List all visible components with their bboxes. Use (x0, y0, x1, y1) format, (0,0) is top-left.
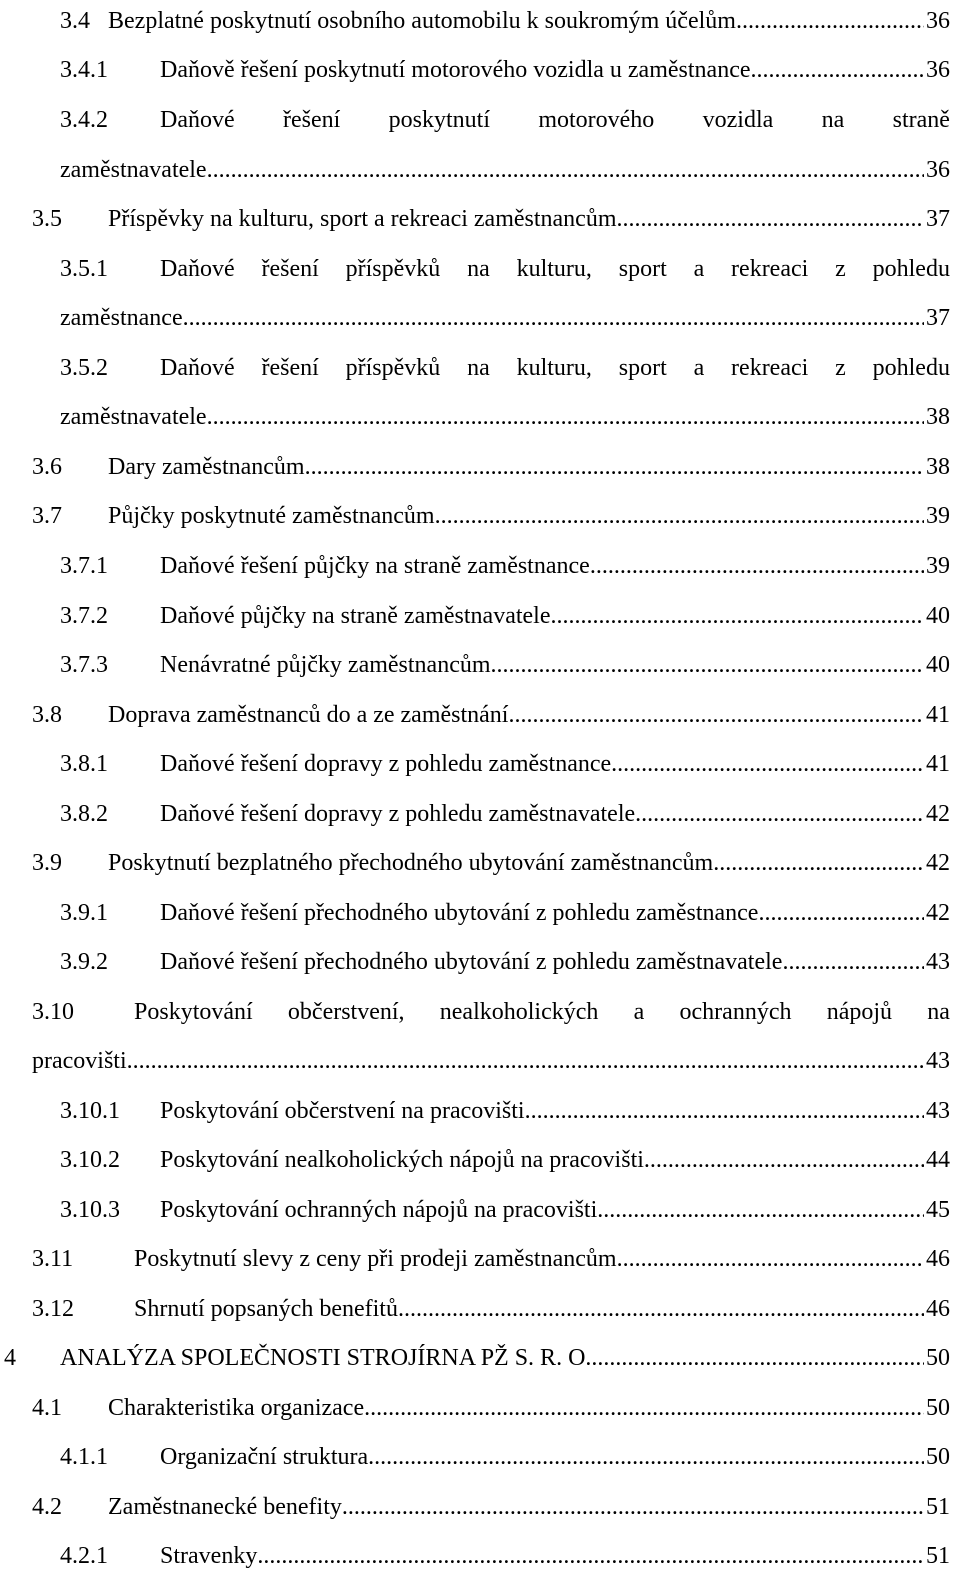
toc-page-number: 50 (926, 1395, 950, 1421)
toc-title-word: nealkoholických (439, 999, 599, 1025)
toc-entry-title-line1 (160, 104, 950, 136)
toc-entry (0, 847, 950, 879)
toc-entry (0, 203, 950, 235)
toc-entry-number: 3.10.3 (60, 1197, 120, 1223)
toc-entry (0, 253, 950, 285)
toc-entry-title: Půjčky poskytnuté zaměstnancům (108, 503, 435, 529)
toc-title-word: nápojů (826, 999, 893, 1025)
toc-page-number: 38 (926, 454, 950, 480)
toc-entry-title: Daňové řešení půjčky na straně zaměstnance (160, 553, 590, 579)
toc-dot-leader (207, 154, 924, 186)
toc-title-word: řešení (282, 107, 341, 133)
toc-entry-number: 3.4.1 (60, 57, 108, 83)
toc-entry (0, 649, 950, 681)
toc-page-number: 46 (926, 1296, 950, 1322)
toc-title-word: rekreaci (731, 355, 809, 381)
toc-dot-leader (617, 203, 925, 235)
toc-page-number: 43 (926, 1098, 950, 1124)
toc-page-number: 44 (926, 1147, 950, 1173)
toc-page-number: 50 (926, 1345, 950, 1371)
toc-title-line (160, 798, 950, 830)
toc-page-number: 43 (926, 1048, 950, 1074)
toc-title-word: motorového (538, 107, 655, 133)
toc-dot-leader (525, 1095, 924, 1127)
toc-page-number: 38 (926, 404, 950, 430)
toc-entry-title: Daňové řešení dopravy z pohledu zaměstnance (160, 751, 612, 777)
toc-entry-number: 3.7 (32, 503, 62, 529)
toc-entry (0, 1441, 950, 1473)
toc-page-number: 42 (926, 801, 950, 827)
toc-entry-number: 3.12 (32, 1296, 74, 1322)
toc-page-number: 37 (926, 206, 950, 232)
toc-entry-number: 3.8.2 (60, 801, 108, 827)
toc-entry (0, 1293, 950, 1325)
toc-entry-title: Poskytování ochranných nápojů na pracovišti (160, 1197, 598, 1223)
toc-title-word: řešení (261, 355, 319, 381)
toc-page-number: 39 (926, 503, 950, 529)
toc-page-number: 36 (926, 8, 950, 34)
toc-entry-number: 4 (4, 1345, 16, 1371)
toc-title-word: a (693, 355, 705, 381)
toc-title-line (108, 500, 950, 532)
toc-entry (0, 5, 950, 37)
toc-dot-leader (644, 1144, 924, 1176)
toc-title-word: sport (618, 355, 667, 381)
toc-page-number: 51 (926, 1543, 950, 1569)
toc-dot-leader (508, 699, 924, 731)
toc-title-line (108, 1491, 950, 1523)
toc-entry (0, 798, 950, 830)
toc-title-word: kulturu, (516, 355, 592, 381)
toc-entry (0, 104, 950, 136)
toc-title-line (160, 946, 950, 978)
toc-entry-title: Stravenky (160, 1543, 258, 1569)
toc-entry-title: Shrnutí popsaných benefitů (134, 1296, 398, 1322)
toc-entry (0, 1491, 950, 1523)
toc-title-line (160, 1095, 950, 1127)
toc-title-word: občerstvení, (287, 999, 405, 1025)
toc-page-number: 45 (926, 1197, 950, 1223)
toc-dot-leader (617, 1243, 924, 1275)
toc-title-word: sport (618, 256, 667, 282)
toc-page-number: 37 (926, 305, 950, 331)
toc-page-number: 41 (926, 751, 950, 777)
toc-entry-number: 3.6 (32, 454, 62, 480)
toc-entry-title: Dary zaměstnancům (108, 454, 305, 480)
toc-entry-title: ANALÝZA SPOLEČNOSTI STROJÍRNA PŽ S. R. O. (60, 1345, 592, 1371)
toc-entry-number: 3.5 (32, 206, 62, 232)
toc-entry-title: Zaměstnanecké benefity (108, 1494, 342, 1520)
toc-entry-number: 3.7.1 (60, 553, 108, 579)
toc-title-line (32, 1045, 950, 1077)
toc-title-line (108, 203, 950, 235)
toc-entry-title-cont: zaměstnance (60, 305, 183, 331)
toc-entry-number: 4.2.1 (60, 1543, 108, 1569)
toc-title-word: na (467, 256, 490, 282)
toc-dot-leader (342, 1491, 924, 1523)
toc-title-word: pohledu (872, 256, 950, 282)
toc-entry-number: 3.7.3 (60, 652, 108, 678)
toc-entry (0, 352, 950, 384)
toc-title-line (160, 897, 950, 929)
toc-dot-leader (398, 1293, 924, 1325)
toc-entry-number: 4.2 (32, 1494, 62, 1520)
toc-entry (0, 1194, 950, 1226)
toc-entry-number: 3.9 (32, 850, 62, 876)
toc-entry (0, 748, 950, 780)
toc-dot-leader (590, 550, 924, 582)
toc-entry (0, 699, 950, 731)
toc-dot-leader (368, 1441, 924, 1473)
toc-entry-number: 3.5.2 (60, 355, 108, 381)
toc-title-word: na (467, 355, 490, 381)
toc-entry-number: 3.10.1 (60, 1098, 120, 1124)
toc-entry-title: Charakteristika organizace (108, 1395, 365, 1421)
toc-entry-number: 3.11 (32, 1246, 74, 1272)
toc-entry (0, 550, 950, 582)
toc-entry-title: Příspěvky na kulturu, sport a rekreaci zaměstnancům (108, 206, 617, 232)
toc-entry (0, 1342, 950, 1374)
toc-entry-number: 4.1.1 (60, 1444, 108, 1470)
toc-page-number: 40 (926, 652, 950, 678)
toc-title-word: rekreaci (731, 256, 809, 282)
toc-dot-leader (207, 401, 924, 433)
toc-title-word: Daňové (160, 256, 235, 282)
toc-title-word: na (927, 999, 950, 1025)
toc-dot-leader (257, 1540, 924, 1572)
toc-title-line (60, 154, 950, 186)
toc-page-number: 43 (926, 949, 950, 975)
toc-entry (0, 500, 950, 532)
toc-title-word: příspěvků (345, 355, 441, 381)
toc-title-word: vozidla (702, 107, 774, 133)
toc-dot-leader (635, 798, 924, 830)
toc-title-word: řešení (261, 256, 319, 282)
toc-title-line (160, 600, 950, 632)
toc-title-line (160, 54, 950, 86)
toc-title-word: Daňové (160, 355, 235, 381)
toc-entry-number: 3.10.2 (60, 1147, 120, 1173)
toc-title-line (60, 401, 950, 433)
toc-entry-title: Daňové půjčky na straně zaměstnavatele (160, 603, 551, 629)
toc-page-number: 36 (926, 157, 950, 183)
toc-entry-number: 3.8.1 (60, 751, 108, 777)
toc-page-number: 41 (926, 702, 950, 728)
toc-entry (0, 1392, 950, 1424)
toc-title-word: příspěvků (345, 256, 441, 282)
toc-title-line (108, 451, 950, 483)
toc-entry (0, 600, 950, 632)
toc-title-line (108, 5, 950, 37)
toc-entry-continuation (0, 154, 950, 186)
toc-title-line (160, 1144, 950, 1176)
toc-title-word: poskytnutí (388, 107, 490, 133)
toc-dot-leader (127, 1045, 924, 1077)
toc-entry-title: Poskytnutí slevy z ceny při prodeji zaměstnancům (134, 1246, 617, 1272)
toc-dot-leader (435, 500, 924, 532)
toc-entry (0, 1540, 950, 1572)
toc-entry (0, 1243, 950, 1275)
toc-title-line (134, 1243, 950, 1275)
toc-entry-title: Poskytnutí bezplatného přechodného ubytování zaměstnancům (108, 850, 714, 876)
toc-entry-title-line1 (160, 352, 950, 384)
toc-page-number: 51 (926, 1494, 950, 1520)
toc-title-word: a (633, 999, 645, 1025)
toc-entry (0, 54, 950, 86)
toc-title-line (60, 302, 950, 334)
toc-entry-number: 3.8 (32, 702, 62, 728)
toc-entry-number: 4.1 (32, 1395, 62, 1421)
toc-dot-leader (305, 451, 924, 483)
toc-title-line (160, 550, 950, 582)
toc-title-word: na (821, 107, 845, 133)
toc-page-number: 42 (926, 900, 950, 926)
toc-entry-number: 3.10 (32, 999, 74, 1025)
toc-entry-continuation (0, 302, 950, 334)
toc-title-word: pohledu (872, 355, 950, 381)
toc-dot-leader (736, 5, 924, 37)
toc-entry (0, 996, 950, 1028)
toc-entry-title: Poskytování nealkoholických nápojů na pracovišti (160, 1147, 644, 1173)
toc-entry-number: 3.9.1 (60, 900, 108, 926)
toc-title-line (108, 699, 950, 731)
toc-entry-number: 3.7.2 (60, 603, 108, 629)
toc-entry-title: Organizační struktura (160, 1444, 369, 1470)
toc-page-number: 42 (926, 850, 950, 876)
toc-entry-title-cont: zaměstnavatele (60, 157, 207, 183)
toc-entry-title-cont: pracovišti (32, 1048, 127, 1074)
toc-title-line (160, 1194, 950, 1226)
toc-title-word: ochranných (679, 999, 792, 1025)
toc-entry-number: 3.4.2 (60, 107, 108, 133)
toc-entry-title: Nenávratné půjčky zaměstnancům (160, 652, 491, 678)
toc-entry (0, 1095, 950, 1127)
toc-entry-title: Doprava zaměstnanců do a ze zaměstnání (108, 702, 509, 728)
toc-title-line (160, 1441, 950, 1473)
toc-entry-continuation (0, 401, 950, 433)
toc-entry-number: 3.4 (60, 8, 90, 34)
toc-title-word: a (693, 256, 705, 282)
toc-title-word: z (835, 256, 846, 282)
toc-dot-leader (611, 748, 924, 780)
toc-page-number: 39 (926, 553, 950, 579)
toc-entry-title: Poskytování občerstvení na pracovišti (160, 1098, 525, 1124)
toc-dot-leader (758, 897, 924, 929)
toc-page-number: 46 (926, 1246, 950, 1272)
toc-entry-number: 3.5.1 (60, 256, 108, 282)
toc-title-line (108, 847, 950, 879)
toc-title-word: Daňové (160, 107, 235, 133)
toc-entry-number: 3.9.2 (60, 949, 108, 975)
toc-page-number: 40 (926, 603, 950, 629)
toc-dot-leader (551, 600, 925, 632)
toc-entry (0, 897, 950, 929)
toc-title-word: straně (892, 107, 950, 133)
toc-entry-title: Daňové řešení přechodného ubytování z pohledu zaměstnavatele (160, 949, 783, 975)
toc-title-line (60, 1342, 950, 1374)
toc-dot-leader (597, 1194, 924, 1226)
toc-dot-leader (782, 946, 924, 978)
toc-entry-title: Bezplatné poskytnutí osobního automobilu k soukromým účelům (108, 8, 736, 34)
toc-entry-title-line1 (134, 996, 950, 1028)
toc-title-line (160, 649, 950, 681)
toc-entry-continuation (0, 1045, 950, 1077)
toc-title-word: Poskytování (134, 999, 253, 1025)
toc-entry (0, 946, 950, 978)
toc-dot-leader (713, 847, 924, 879)
toc-dot-leader (591, 1342, 924, 1374)
toc-entry-title: Daňové řešení přechodného ubytování z pohledu zaměstnance (160, 900, 759, 926)
toc-dot-leader (491, 649, 924, 681)
toc-dot-leader (751, 54, 925, 86)
toc-dot-leader (364, 1392, 924, 1424)
toc-entry-title: Daňově řešení poskytnutí motorového vozidla u zaměstnance (160, 57, 751, 83)
toc-dot-leader (183, 302, 924, 334)
toc-title-line (160, 748, 950, 780)
toc-page-number: 36 (926, 57, 950, 83)
toc-entry-title: Daňové řešení dopravy z pohledu zaměstnavatele (160, 801, 636, 827)
toc-title-word: z (835, 355, 846, 381)
toc-entry (0, 1144, 950, 1176)
toc-title-line (160, 1540, 950, 1572)
toc-entry-title-line1 (160, 253, 950, 285)
toc-entry (0, 451, 950, 483)
toc-entry-title-cont: zaměstnavatele (60, 404, 207, 430)
toc-page-number: 50 (926, 1444, 950, 1470)
toc-title-line (108, 1392, 950, 1424)
toc-title-word: kulturu, (516, 256, 592, 282)
toc-title-line (134, 1293, 950, 1325)
